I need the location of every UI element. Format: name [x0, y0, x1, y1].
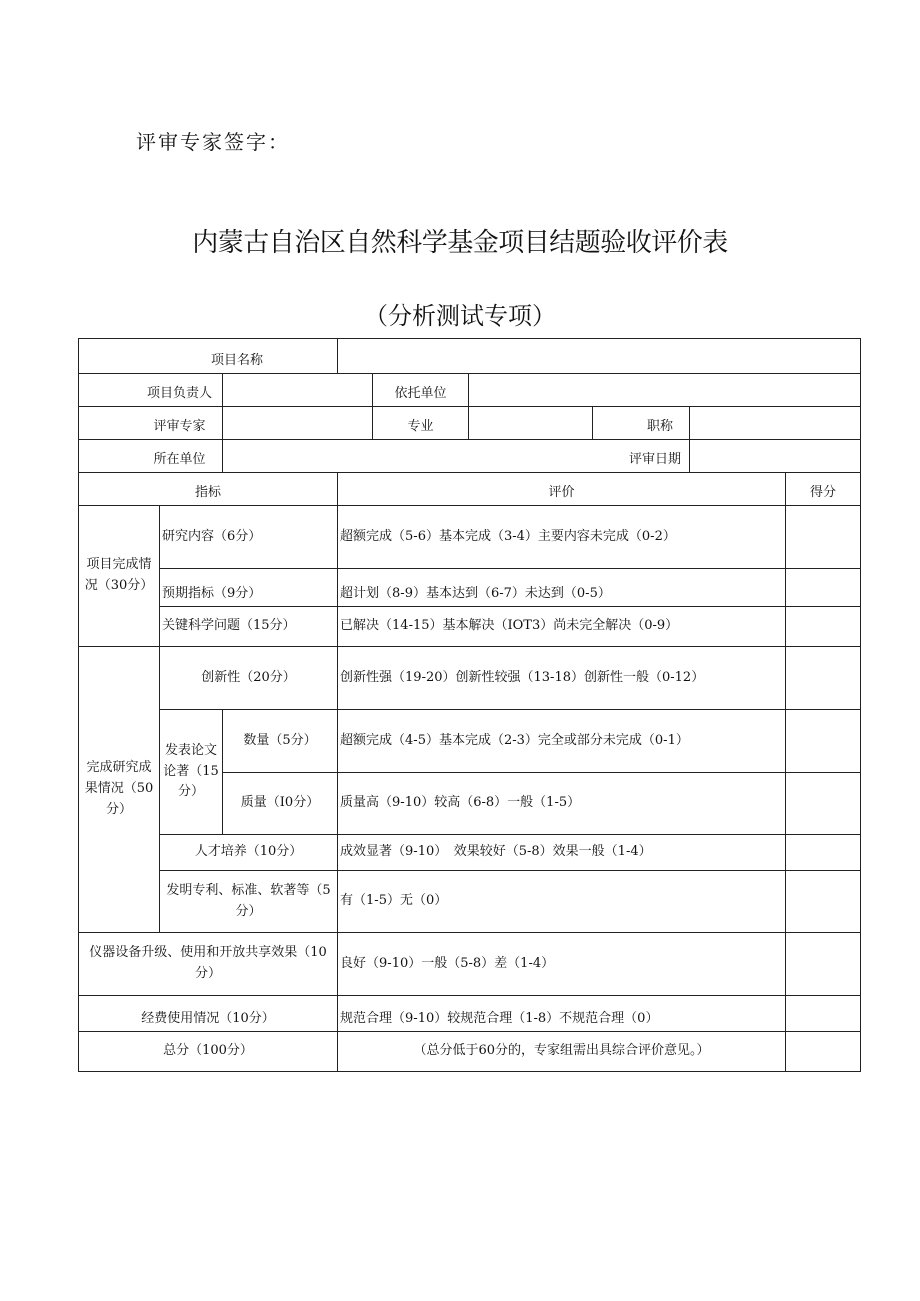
talent-criteria: 成效显著（9-10） 效果较好（5-8）效果一般（1-4）: [338, 835, 786, 871]
header-row: [79, 473, 861, 506]
row-quantity: [79, 710, 861, 773]
funding-criteria: 规范合理（9-10）较规范合理（1-8）不规范合理（0）: [338, 996, 786, 1032]
review-date-label: 评审日期: [593, 440, 690, 473]
funding-label: 经费使用情况（10分）: [79, 996, 338, 1032]
quality-label: 质量（I0分）: [223, 773, 338, 835]
form-subtitle: （分析测试专项）: [364, 302, 556, 330]
reviewer-label: 评审专家: [79, 407, 223, 440]
equipment-label: 仪器设备升级、使用和开放共享效果（10分）: [79, 933, 338, 996]
group-research-results: 完成研究成果情况（50分）: [79, 647, 160, 933]
host-unit-label: 依托单位: [373, 374, 469, 407]
project-leader-field[interactable]: [223, 374, 373, 407]
talent-score[interactable]: [786, 835, 861, 871]
expected-targets-score[interactable]: [786, 569, 861, 607]
form-title: 内蒙古自治区自然科学基金项目结题验收评价表: [192, 228, 728, 258]
quantity-criteria: 超额完成（4-5）基本完成（2-3）完全或部分未完成（0-1）: [338, 710, 786, 773]
title-field[interactable]: [690, 407, 861, 440]
quality-criteria: 质量高（9-10）较高（6-8）一般（1-5）: [338, 773, 786, 835]
indicator-header: 指标: [79, 473, 338, 506]
signature-label: 评审专家签字：: [136, 130, 290, 154]
patents-criteria: 有（1-5）无（0）: [338, 871, 786, 933]
score-header: 得分: [786, 473, 861, 506]
research-content-label: 研究内容（6分）: [160, 506, 338, 569]
talent-label: 人才培养（10分）: [160, 835, 338, 871]
project-name-label: 项目名称: [79, 339, 338, 374]
row-research-content: [79, 506, 861, 569]
expected-targets-criteria: 超计划（8-9）基本达到（6-7）未达到（0-5）: [338, 569, 786, 607]
row-total: [79, 1032, 861, 1072]
title-label: 职称: [593, 407, 690, 440]
equipment-criteria: 良好（9-10）一般（5-8）差（1-4）: [338, 933, 786, 996]
research-content-score[interactable]: [786, 506, 861, 569]
row-funding: [79, 996, 861, 1032]
row-patents: [79, 871, 861, 933]
innovation-label: 创新性（20分）: [160, 647, 338, 710]
quantity-score[interactable]: [786, 710, 861, 773]
quality-score[interactable]: [786, 773, 861, 835]
group-completion: 项目完成情况（30分）: [79, 506, 160, 647]
row-equipment: [79, 933, 861, 996]
key-problems-criteria: 已解决（14-15）基本解决（IOT3）尚未完全解决（0-9）: [338, 607, 786, 647]
affiliation-field[interactable]: [223, 440, 593, 473]
research-content-criteria: 超额完成（5-6）基本完成（3-4）主要内容未完成（0-2）: [338, 506, 786, 569]
total-criteria: （总分低于60分的，专家组需出具综合评价意见。）: [338, 1032, 786, 1072]
evaluation-table: [78, 338, 861, 1072]
total-label: 总分（100分）: [79, 1032, 338, 1072]
funding-score[interactable]: [786, 996, 861, 1032]
major-label: 专业: [373, 407, 469, 440]
expected-targets-label: 预期指标（9分）: [160, 569, 338, 607]
equipment-score[interactable]: [786, 933, 861, 996]
innovation-criteria: 创新性强（19-20）创新性较强（13-18）创新性一般（0-12）: [338, 647, 786, 710]
info-row-reviewer: [79, 407, 861, 440]
key-problems-label: 关键科学问题（15分）: [160, 607, 338, 647]
info-row-affiliation: [79, 440, 861, 473]
row-key-problems: [79, 607, 861, 647]
affiliation-label: 所在单位: [79, 440, 223, 473]
total-score[interactable]: [786, 1032, 861, 1072]
info-row-project: [79, 339, 861, 374]
major-field[interactable]: [469, 407, 593, 440]
key-problems-score[interactable]: [786, 607, 861, 647]
quantity-label: 数量（5分）: [223, 710, 338, 773]
evaluation-header: 评价: [338, 473, 786, 506]
group-papers: 发表论文论著（15分）: [160, 710, 223, 835]
row-expected-targets: [79, 569, 861, 607]
host-unit-field[interactable]: [469, 374, 861, 407]
reviewer-field[interactable]: [223, 407, 373, 440]
review-date-field[interactable]: [690, 440, 861, 473]
row-innovation: [79, 647, 861, 710]
project-name-field[interactable]: [338, 339, 861, 374]
project-leader-label: 项目负责人: [79, 374, 223, 407]
patents-score[interactable]: [786, 871, 861, 933]
innovation-score[interactable]: [786, 647, 861, 710]
patents-label: 发明专利、标准、软著等（5分）: [160, 871, 338, 933]
info-row-leader: [79, 374, 861, 407]
row-talent: [79, 835, 861, 871]
